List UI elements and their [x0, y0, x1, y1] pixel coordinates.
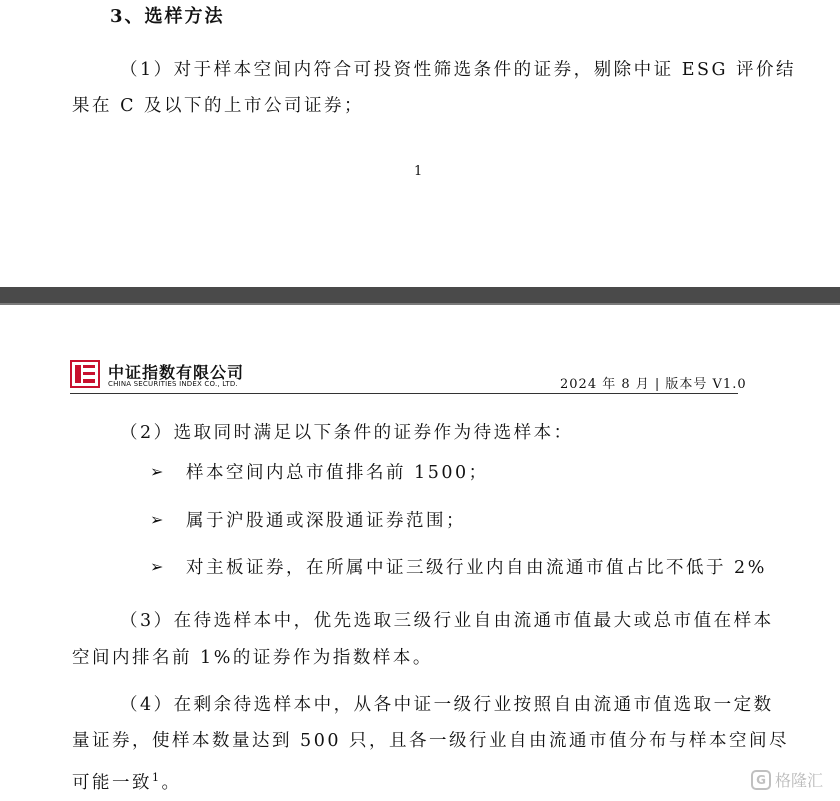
page-separator — [0, 287, 840, 303]
logo-name-cn: 中证指数有限公司 — [108, 363, 245, 382]
page-number: 1 — [414, 164, 423, 179]
gelonghui-logo-icon: G — [751, 770, 771, 790]
paragraph-4-line-2: 量证券，使样本数量达到 500 只，且各一级行业自由流通市值分布与样本空间尽 — [72, 731, 790, 751]
paragraph-2: （2）选取同时满足以下条件的证券作为待选样本： — [120, 423, 574, 443]
footnote-marker: 1 — [152, 771, 162, 784]
paragraph-4-end: 。 — [161, 772, 182, 793]
paragraph-3-line-1: （3）在待选样本中，优先选取三级行业自由流通市值最大或总市值在样本 — [120, 611, 774, 631]
paragraph-1-line-2: 果在 C 及以下的上市公司证券； — [72, 96, 365, 116]
header-rule — [70, 393, 738, 394]
logo-name-en: CHINA SECURITIES INDEX CO., LTD. — [108, 380, 238, 388]
section-heading: 3、选样方法 — [110, 6, 225, 27]
bullet-item: 样本空间内总市值排名前 1500； — [186, 463, 489, 483]
page-separator-edge — [0, 303, 840, 305]
bullet-arrow-icon: ➢ — [150, 462, 164, 481]
header-date-version: 2024 年 8 月 | 版本号 V1.0 — [560, 377, 747, 392]
paragraph-3-line-2: 空间内排名前 1%的证券作为指数样本。 — [72, 648, 433, 668]
bullet-item: 对主板证券，在所属中证三级行业内自由流通市值占比不低于 2% — [186, 558, 767, 578]
bullet-item: 属于沪股通或深股通证券范围； — [186, 511, 466, 531]
bullet-arrow-icon: ➢ — [150, 557, 164, 576]
paragraph-4-line-1: （4）在剩余待选样本中，从各中证一级行业按照自由流通市值选取一定数 — [120, 695, 774, 715]
bullet-arrow-icon: ➢ — [150, 510, 164, 529]
paragraph-4-text: 可能一致 — [72, 772, 152, 793]
csi-logo-icon — [70, 360, 100, 388]
watermark-text: 格隆汇 — [775, 771, 824, 790]
watermark — [751, 768, 823, 791]
paragraph-4-line-3 — [72, 760, 182, 801]
paragraph-1-line-1: （1）对于样本空间内符合可投资性筛选条件的证券，剔除中证 ESG 评价结 — [120, 60, 796, 80]
